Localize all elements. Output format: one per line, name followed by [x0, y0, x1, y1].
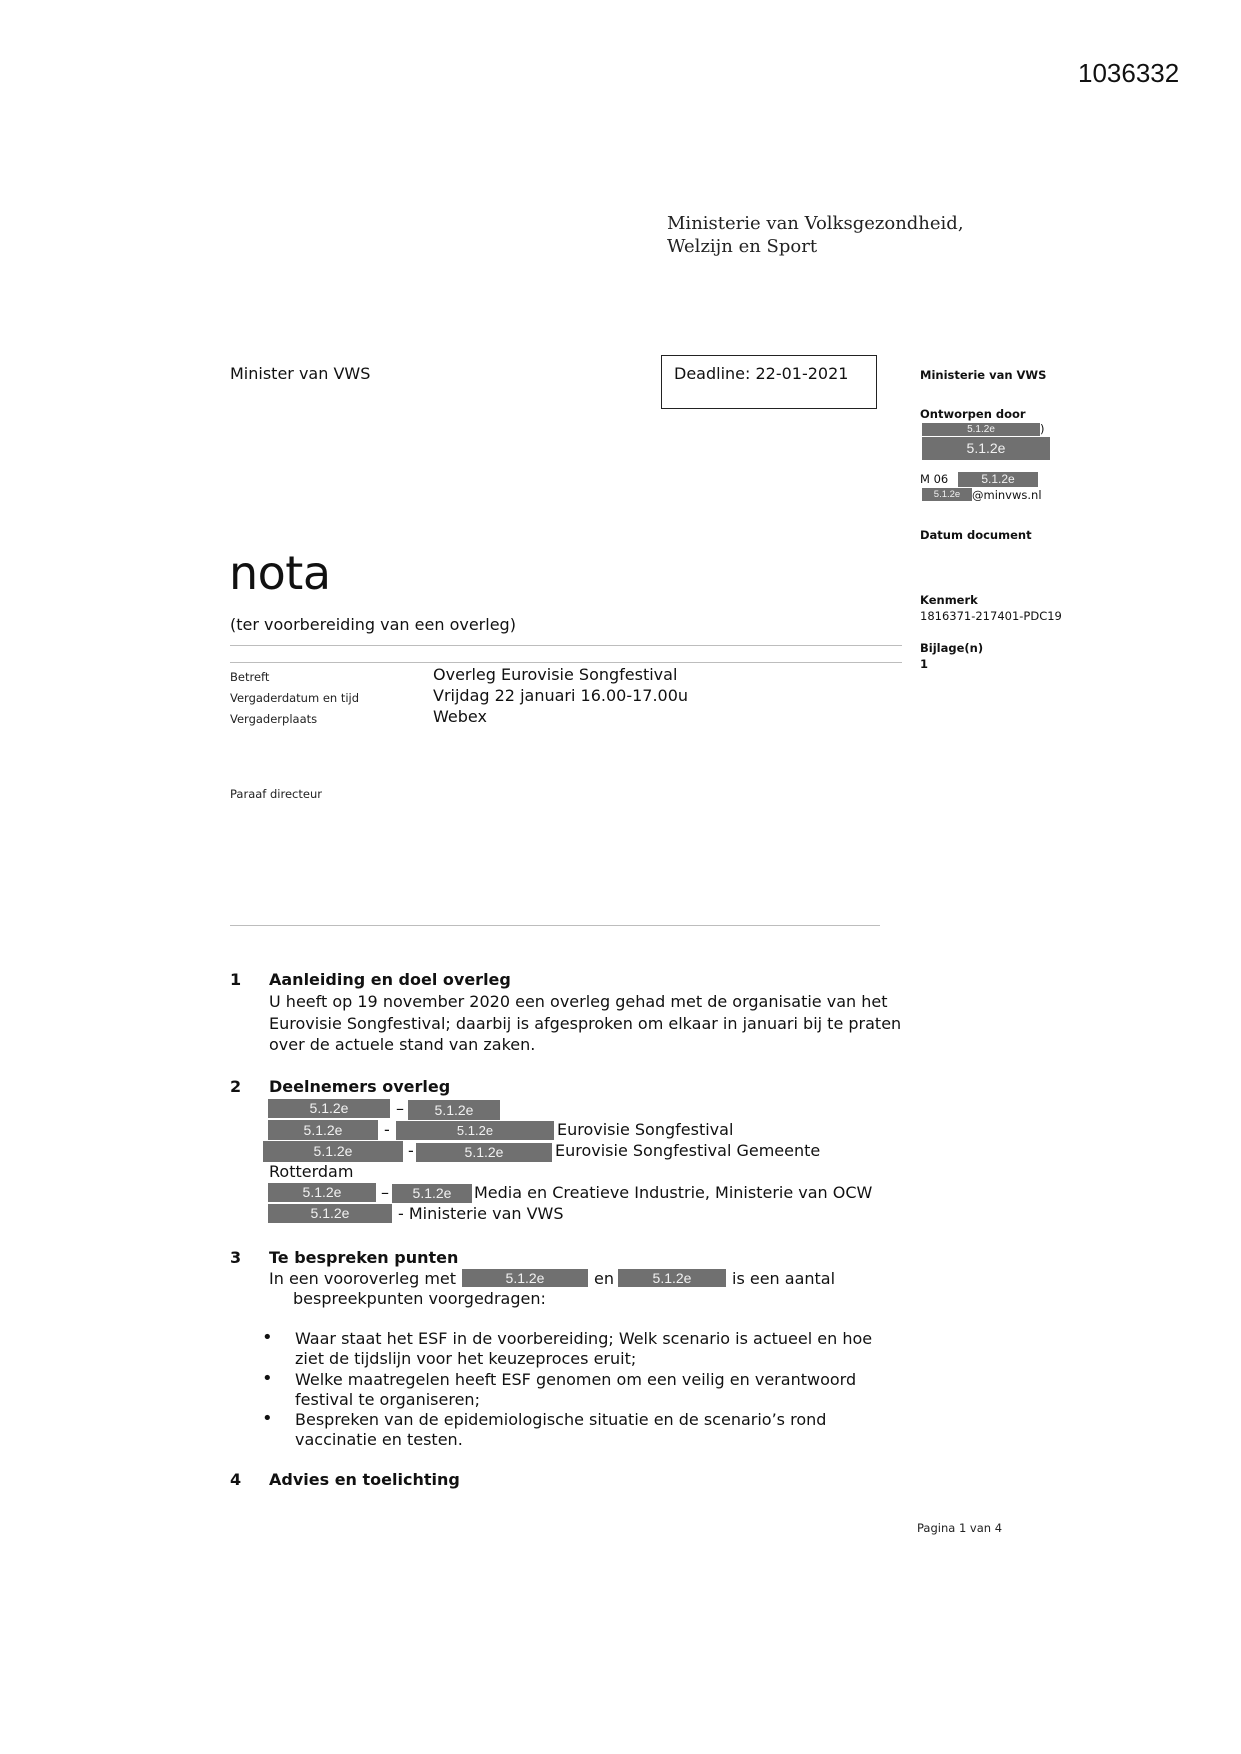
sidebar-paren: ) — [1040, 422, 1045, 436]
divider — [230, 925, 880, 926]
section-3-intro-a: In een vooroverleg met — [269, 1269, 457, 1288]
section-1-body: U heeft op 19 november 2020 een overleg gehad met de organisatie van het Eurovisie Songfestival; daarbij is afgesproken om elkaar in januari bij te praten over de actuele stand van zaken. — [269, 992, 902, 1054]
section-1-number: 1 — [230, 970, 242, 989]
meta-label-datetime: Vergaderdatum en tijd — [230, 691, 360, 705]
bullet-item-1: Waar staat het ESF in de voorbereiding; Welk scenario is actueel en hoe ziet de tijdslijn voor het keuzeproces eruit; — [295, 1329, 873, 1368]
redaction-block: 5.1.2e — [392, 1184, 472, 1203]
redaction-block: 5.1.2e — [922, 423, 1040, 436]
sidebar-attachments-value: 1 — [920, 657, 929, 671]
sidebar-reference-value: 1816371-217401-PDC19 — [920, 609, 1062, 623]
meta-value-datetime: Vrijdag 22 januari 16.00-17.00u — [433, 686, 689, 705]
redaction-block: 5.1.2e — [416, 1143, 552, 1162]
bullet-item-2: Welke maatregelen heeft ESF genomen om een veilig en verantwoord festival te organiseren; — [295, 1370, 857, 1409]
section-1-title: Aanleiding en doel overleg — [269, 970, 511, 989]
redaction-block: 5.1.2e — [268, 1204, 392, 1223]
separator-dash: – — [396, 1099, 404, 1118]
divider — [230, 662, 902, 663]
document-subtitle: (ter voorbereiding van een overleg) — [230, 615, 516, 634]
addressee: Minister van VWS — [230, 364, 371, 383]
meta-label-location: Vergaderplaats — [230, 712, 318, 726]
redaction-block: 5.1.2e — [396, 1121, 554, 1140]
section-4-title: Advies en toelichting — [269, 1470, 460, 1489]
redaction-block: 5.1.2e — [268, 1099, 390, 1118]
sidebar-org: Ministerie van VWS — [920, 368, 1047, 382]
bullet-marker: • — [262, 1368, 273, 1389]
redaction-block: 5.1.2e — [922, 488, 972, 501]
bullet-item-3: Bespreken van de epidemiologische situatie en de scenario’s rond vaccinatie en testen. — [295, 1410, 827, 1449]
redaction-block: 5.1.2e — [268, 1120, 378, 1140]
redaction-block: 5.1.2e — [268, 1183, 376, 1202]
deadline-box — [661, 355, 877, 409]
redaction-block: 5.1.2e — [958, 472, 1038, 487]
section-4-number: 4 — [230, 1470, 242, 1489]
section-2-title: Deelnemers overleg — [269, 1077, 451, 1096]
meta-value-subject: Overleg Eurovisie Songfestival — [433, 665, 678, 684]
page-footer: Pagina 1 van 4 — [917, 1521, 1003, 1535]
meta-value-location: Webex — [433, 707, 487, 726]
section-3-title: Te bespreken punten — [269, 1248, 459, 1267]
participant-org-ocw: Media en Creatieve Industrie, Ministerie van OCW — [474, 1183, 873, 1202]
meta-label-subject: Betreft — [230, 670, 270, 684]
bullet-marker: • — [262, 1408, 273, 1429]
participant-org-esf-city: Eurovisie Songfestival Gemeente — [555, 1141, 821, 1160]
sidebar-mobile-prefix: M 06 — [920, 472, 949, 486]
document-number: 1036332 — [1078, 58, 1180, 88]
document-title: nota — [229, 546, 331, 600]
redaction-block: 5.1.2e — [408, 1100, 500, 1120]
separator-hyphen: - — [384, 1120, 390, 1139]
ministry-name: Ministerie van Volksgezondheid, Welzijn en Sport — [667, 213, 964, 257]
section-3-intro-d: bespreekpunten voorgedragen: — [293, 1289, 546, 1308]
redaction-block: 5.1.2e — [922, 437, 1050, 460]
bullet-marker: • — [262, 1327, 273, 1348]
section-3-intro-b: en — [594, 1269, 614, 1288]
separator-dash: – — [381, 1183, 389, 1202]
section-3-intro-c: is een aantal — [732, 1269, 836, 1288]
section-3-number: 3 — [230, 1248, 242, 1267]
divider — [230, 645, 902, 646]
sidebar-reference-label: Kenmerk — [920, 593, 978, 607]
participant-city: Rotterdam — [269, 1162, 354, 1181]
separator-hyphen: - — [408, 1141, 414, 1160]
sidebar-email-suffix: @minvws.nl — [972, 488, 1042, 502]
participant-org-vws: - Ministerie van VWS — [398, 1204, 564, 1223]
sidebar-date-label: Datum document — [920, 528, 1032, 542]
redaction-block: 5.1.2e — [263, 1141, 403, 1162]
participant-org-esf: Eurovisie Songfestival — [557, 1120, 734, 1139]
redaction-block: 5.1.2e — [618, 1269, 726, 1287]
sidebar-designed-by-label: Ontworpen door — [920, 407, 1026, 421]
section-2-number: 2 — [230, 1077, 242, 1096]
deadline-text: Deadline: 22-01-2021 — [674, 364, 849, 383]
sidebar-attachments-label: Bijlage(n) — [920, 641, 984, 655]
redaction-block: 5.1.2e — [462, 1269, 588, 1287]
paraaf-label: Paraaf directeur — [230, 787, 322, 801]
